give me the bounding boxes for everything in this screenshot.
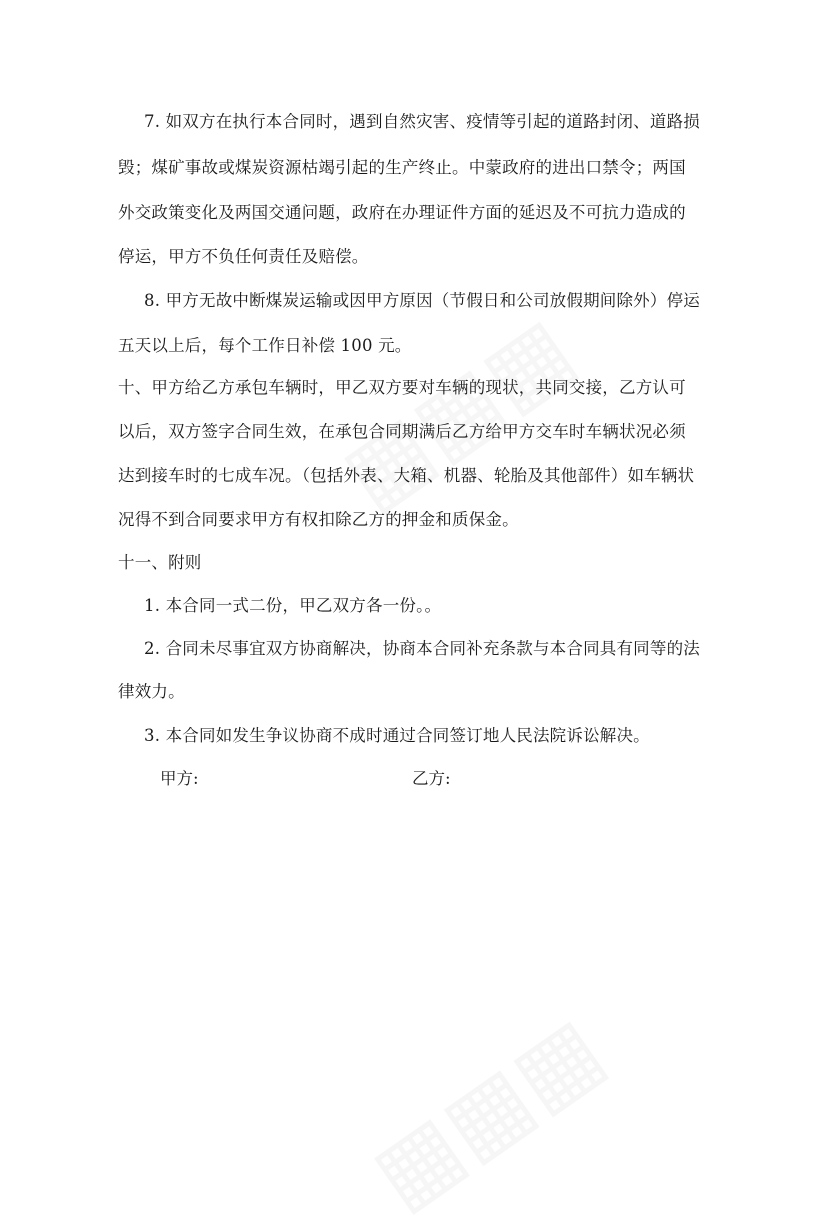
appendix-item-2-line-1: 2. 合同未尽事宜双方协商解决，协商本合同补充条款与本合同具有同等的法 xyxy=(144,639,700,658)
section-10-line-2: 以后，双方签字合同生效，在承包合同期满后乙方给甲方交车时车辆状况必须 xyxy=(118,422,686,441)
section-10-line-4: 况得不到合同要求甲方有权扣除乙方的押金和质保金。 xyxy=(118,510,519,529)
section-10-line-3: 达到接车时的七成车况。（包括外表、大箱、机器、轮胎及其他部件）如车辆状 xyxy=(118,466,695,485)
section-10-line-1: 十、甲方给乙方承包车辆时，甲乙双方要对车辆的现状，共同交接，乙方认可 xyxy=(118,378,686,397)
clause-8-line-2: 五天以上后，每个工作日补偿 100 元。 xyxy=(118,336,412,355)
clause-7-line-1: 7. 如双方在执行本合同时，遇到自然灾害、疫情等引起的道路封闭、道路损 xyxy=(144,112,700,131)
party-a-signature-label: 甲方: xyxy=(160,769,199,788)
clause-7-line-2: 毁；煤矿事故或煤炭资源枯竭引起的生产终止。中蒙政府的进出口禁令；两国 xyxy=(118,158,686,177)
appendix-item-2-line-2: 律效力。 xyxy=(118,682,185,701)
watermark-graphic-bottom xyxy=(353,996,622,1228)
appendix-item-3: 3. 本合同如发生争议协商不成时通过合同签订地人民法院诉讼解决。 xyxy=(144,726,650,745)
watermark-graphic xyxy=(323,296,592,528)
section-11-title: 十一、附则 xyxy=(118,553,202,572)
party-b-signature-label: 乙方: xyxy=(412,769,451,788)
clause-7-line-4: 停运，甲方不负任何责任及赔偿。 xyxy=(118,247,369,266)
clause-8-line-1: 8. 甲方无故中断煤炭运输或因甲方原因（节假日和公司放假期间除外）停运 xyxy=(144,291,700,310)
clause-7-line-3: 外交政策变化及两国交通问题，政府在办理证件方面的延迟及不可抗力造成的 xyxy=(118,203,686,222)
appendix-item-1: 1. 本合同一式二份，甲乙双方各一份。。 xyxy=(144,596,442,615)
